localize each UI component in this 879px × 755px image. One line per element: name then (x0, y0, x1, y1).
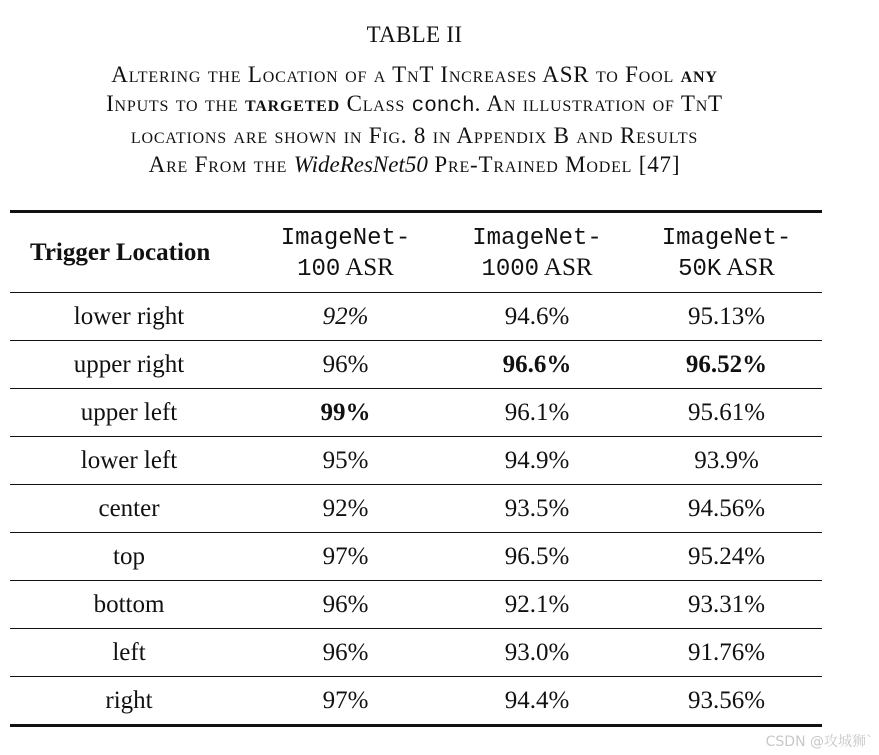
cell-asr-50k: 95.24% (631, 533, 822, 581)
table-row (10, 629, 822, 677)
cell-asr-1000: 93.0% (443, 629, 631, 677)
cell-asr-50k: 91.76% (631, 629, 822, 677)
header-row (10, 212, 822, 293)
cell-location: left (10, 629, 248, 677)
cell-asr-100: 92% (248, 293, 443, 341)
table-row (10, 341, 822, 389)
cell-asr-100: 99% (248, 389, 443, 437)
caption-line-4: Are From the WideResNet50 Pre-Trained Model [47] (148, 152, 681, 177)
header-imagenet-1000-asr: ImageNet- 1000 ASR (443, 212, 631, 293)
cell-asr-1000: 96.1% (443, 389, 631, 437)
table-row (10, 533, 822, 581)
cell-asr-1000: 92.1% (443, 581, 631, 629)
cell-location: upper right (10, 341, 248, 389)
cell-asr-50k: 95.61% (631, 389, 822, 437)
cell-asr-1000: 94.4% (443, 677, 631, 726)
header-trigger-location: Trigger Location (10, 212, 248, 293)
cell-asr-100: 92% (248, 485, 443, 533)
watermark: CSDN @攻城狮` (765, 734, 873, 750)
cell-asr-100: 95% (248, 437, 443, 485)
caption-line-3: locations are shown in Fig. 8 in Appendix B and Results (130, 123, 699, 148)
cell-location: right (10, 677, 248, 726)
cell-asr-1000: 96.5% (443, 533, 631, 581)
cell-asr-100: 97% (248, 533, 443, 581)
cell-asr-1000: 94.6% (443, 293, 631, 341)
header-imagenet-100-asr: ImageNet- 100 ASR (248, 212, 443, 293)
cell-asr-50k: 93.56% (631, 677, 822, 726)
cell-asr-50k: 95.13% (631, 293, 822, 341)
caption-line-2: Inputs to the targeted Class conch. An illustration of TnT (106, 91, 723, 118)
table-row (10, 677, 822, 726)
table-row (10, 437, 822, 485)
cell-asr-50k: 93.9% (631, 437, 822, 485)
results-table (10, 210, 822, 727)
table-row (10, 389, 822, 437)
table-caption (0, 60, 829, 179)
cell-location: top (10, 533, 248, 581)
cell-location: center (10, 485, 248, 533)
cell-asr-100: 96% (248, 581, 443, 629)
cell-asr-100: 96% (248, 341, 443, 389)
cell-location: lower left (10, 437, 248, 485)
cell-asr-50k: 94.56% (631, 485, 822, 533)
cell-asr-100: 96% (248, 629, 443, 677)
cell-asr-1000: 93.5% (443, 485, 631, 533)
cell-location: upper left (10, 389, 248, 437)
cell-asr-50k: 93.31% (631, 581, 822, 629)
table-row (10, 581, 822, 629)
table-row (10, 293, 822, 341)
cell-location: bottom (10, 581, 248, 629)
cell-asr-50k: 96.52% (631, 341, 822, 389)
cell-asr-1000: 94.9% (443, 437, 631, 485)
caption-line-1: Altering the Location of a TnT Increases ASR to Fool any (111, 62, 718, 87)
cell-asr-100: 97% (248, 677, 443, 726)
cell-asr-1000: 96.6% (443, 341, 631, 389)
cell-location: lower right (10, 293, 248, 341)
table-label: TABLE II (366, 22, 463, 47)
header-imagenet-50k-asr: ImageNet- 50K ASR (631, 212, 822, 293)
table-row (10, 485, 822, 533)
